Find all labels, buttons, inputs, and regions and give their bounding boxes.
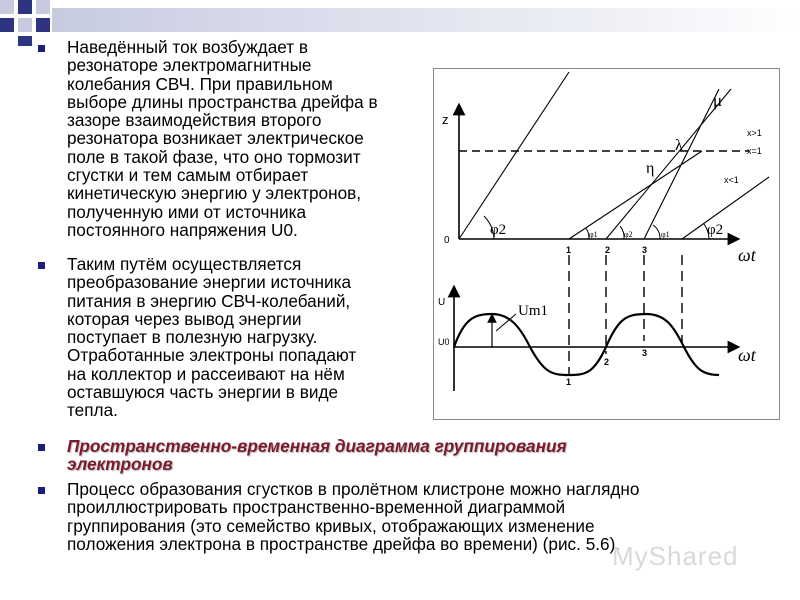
text-line: Таким путём осуществляется [67, 254, 302, 274]
header-gradient-band [52, 8, 800, 32]
text-line: оставшуюся часть энергии в виде [67, 382, 339, 403]
text-line: Отработанные электроны попадают [67, 345, 357, 366]
paragraph-bunching-process [67, 480, 639, 553]
text-line: которая через вывод энергии [67, 308, 302, 329]
text-line: электронов [67, 454, 173, 475]
paragraph-energy-conversion [67, 255, 356, 420]
text-line: зазоре взаимодействия второго [67, 110, 322, 131]
text-line: поле в такой фазе, что оно тормозит [67, 146, 361, 167]
text-line: на коллектор и рассеивают на нём [67, 363, 345, 384]
text-line: преобразование энергии источника [67, 272, 352, 293]
bullet-1 [38, 45, 45, 52]
u0-axis-label: U0 [438, 337, 450, 347]
trajectory-line [569, 151, 702, 239]
eta-label: η [646, 160, 655, 177]
mu-label: μ [713, 91, 723, 110]
text-line: проиллюстрировать пространственно-временной диаграммой [67, 497, 566, 518]
voltage-waveform [454, 314, 719, 375]
x-lt-label: x<1 [724, 175, 739, 185]
bullet-2 [38, 262, 45, 269]
text-line: группирования (это семейство кривых, отображающих изменение [67, 515, 595, 536]
phi2-mid-label: φ2 [624, 230, 633, 239]
decorative-squares [0, 0, 60, 50]
text-line: резонаторе электромагнитные [67, 55, 312, 76]
text-line: положения электрона в пространстве дрейфа во времени) (рис. 5.6). [67, 533, 621, 554]
tick-label-3-bottom: 3 [642, 348, 648, 358]
t-axis-top-label: ωt [738, 245, 756, 265]
tick-label-2-bottom: 2 [604, 357, 610, 367]
phi1-label-b: φ1 [661, 230, 670, 239]
tick-label-1-bottom: 1 [566, 377, 572, 387]
text-line: Процесс образования сгустков в пролётном клистроне можно наглядно [67, 479, 640, 499]
phi2-right-label: φ2 [707, 222, 724, 238]
text-line: колебания СВЧ. При правильном [67, 73, 333, 94]
lambda-label: λ [675, 137, 683, 154]
text-line: тепла. [67, 400, 118, 421]
trajectory-line [682, 177, 769, 239]
origin-label: 0 [444, 235, 450, 246]
t-axis-bottom-label: ωt [738, 345, 756, 365]
z-axis-label: z [442, 112, 449, 127]
phi1-label-a: φ1 [589, 230, 598, 239]
phi2-left-label: φ2 [490, 222, 507, 238]
text-line: постоянного напряжения U0. [67, 219, 298, 240]
section-heading-diagram [67, 437, 567, 474]
x-gt-label: x>1 [747, 128, 762, 138]
trajectory-line [644, 89, 719, 239]
tick-label-1: 1 [566, 245, 572, 255]
phase-arc [653, 225, 660, 239]
text-line: полученную ими от источника [67, 201, 307, 222]
x-eq-label: x=1 [747, 146, 762, 156]
trajectory-line [459, 72, 569, 239]
tick-label-2: 2 [605, 245, 611, 255]
text-line: Наведённый ток возбуждает в [67, 37, 309, 57]
text-line: питания в энергию СВЧ-колебаний, [67, 290, 351, 311]
text-line: выборе длины пространства дрейфа в [67, 91, 378, 112]
bullet-4 [38, 487, 45, 494]
um1-label: Um1 [518, 303, 548, 319]
tick-label-3: 3 [642, 245, 648, 255]
text-line: кинетическую энергию у электронов, [67, 183, 362, 204]
text-line: поступает в полезную нагрузку. [67, 327, 318, 348]
text-line: резонатора возникает электрическое [67, 128, 364, 149]
diagram-svg [434, 69, 779, 419]
bullet-3 [38, 444, 45, 451]
watermark-logo: MyShared [612, 541, 739, 571]
u-axis-label: U [438, 297, 446, 308]
paragraph-induced-current [67, 38, 378, 239]
text-line: Пространственно-временная диаграмма группирования [67, 436, 567, 456]
space-time-diagram [433, 68, 780, 420]
text-line: сгустки и тем самым отбирает [67, 165, 309, 186]
trajectory-line [606, 89, 731, 239]
